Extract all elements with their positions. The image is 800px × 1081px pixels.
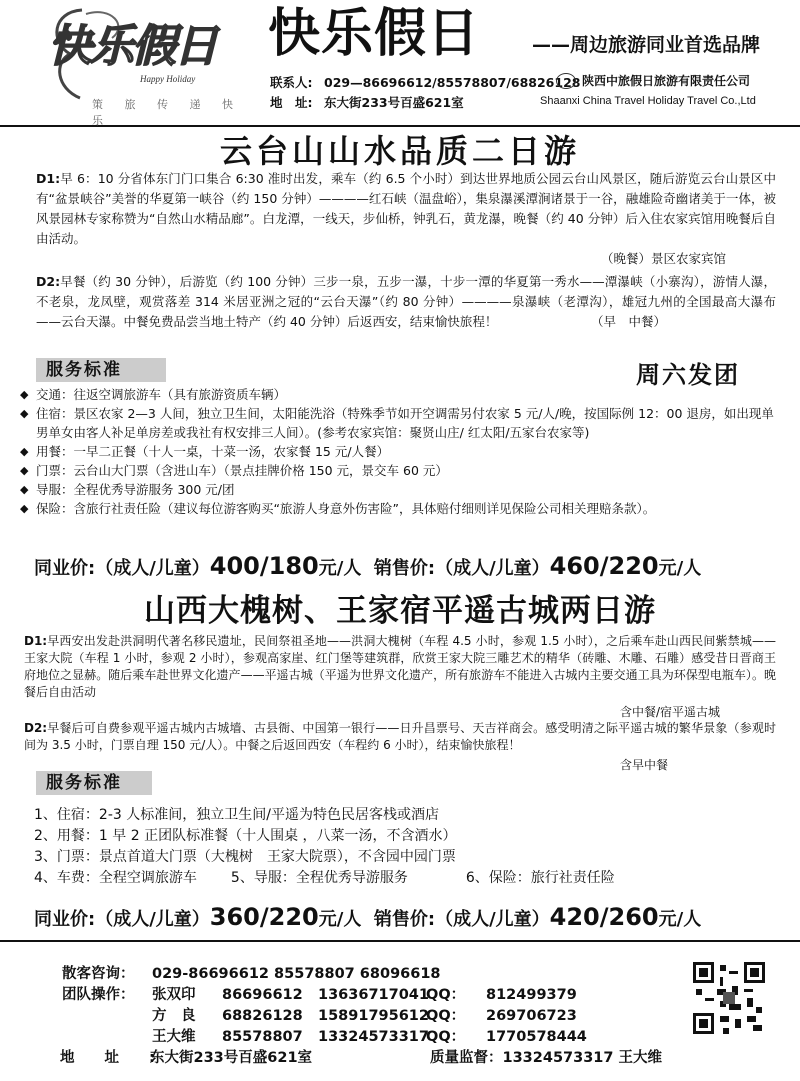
list-item: 2、用餐：1 早 2 正团队标准餐（十人围桌 ，八菜一汤，不含酒水）: [34, 828, 457, 844]
footer-contacts: [62, 964, 662, 1069]
list-item: ◆ 交通：往返空调旅游车（具有旅游资质车辆）: [20, 385, 780, 404]
operator-mobile: 15891795612: [318, 1008, 429, 1024]
list-item: ◆ 导服：全程优秀导游服务 300 元/团: [20, 480, 780, 499]
tour2-d2-text: 早餐后可自费参观平遥古城内古城墙、古县衙、中国第一银行——日升昌票号、天吉祥商会。感受明清之际平遥古城的繁华景象（参观时间为 3.5 小时，门票自理 150 元/人）。中餐之后返回西安（车程约 6 小时），结束愉快旅程！: [24, 721, 776, 752]
tour2-title: 山西大槐树、王家宿平遥古城两日游: [144, 593, 656, 629]
tour1-trade-unit: 元/人: [318, 558, 362, 579]
tour2-d2-label: D2:: [24, 721, 48, 735]
tour2-service-list: [34, 805, 794, 889]
list-item: ◆ 门票：云台山大门票（含进山车）（景点挂牌价格 150 元，景交车 60 元）: [20, 461, 780, 480]
tour2-day2: [24, 720, 776, 754]
operator-phone: 68826128: [222, 1008, 303, 1024]
tour1-d2-text: 早餐（约 30 分钟），后游览（约 100 分钟）三步一泉，五步一瀑，十步一潭的华夏第一秀水——潭瀑峡（小寨沟），游情人瀑，不老泉，龙凤壁，观赏落差 314 米居亚洲之冠的“云台天瀑”（约 80 分钟）————泉瀑峡（老潭沟），雄冠九州的全国最高大瀑布——云台天瀑。中餐免费品尝当地土特产（约 40 分钟）后返西安，结束愉快旅程！: [36, 274, 776, 329]
tour1-trade-price: 400/180: [209, 552, 319, 580]
agency-name-en: Shaanxi China Travel Holiday Travel Co.,Ltd: [540, 95, 756, 107]
qq-label: QQ：: [426, 1029, 466, 1045]
operator-phone: 85578807: [222, 1029, 303, 1045]
tour2-day1: [24, 633, 776, 701]
header: [0, 0, 800, 127]
tour1-day1: [36, 169, 776, 269]
tour1-d2-note: （早 中餐）: [590, 314, 666, 329]
footer: [0, 940, 800, 1081]
qq-label: QQ：: [426, 1008, 466, 1024]
tour1-price-line: [34, 552, 701, 580]
operator-name: 方 良: [152, 1008, 196, 1024]
operator-qq: 269706723: [486, 1008, 577, 1024]
brand-title: 快乐假日: [268, 4, 481, 64]
tour2-trade-price: 360/220: [209, 903, 319, 931]
tour2-retail-price: 420/260: [549, 903, 659, 931]
retail-label: 散客咨询：: [62, 966, 135, 982]
tour2-trade-label: 同业价:（成人/儿童）: [34, 909, 210, 930]
footer-address: 东大街233号百盛621室: [150, 1050, 313, 1066]
operator-qq: 1770578444: [486, 1029, 587, 1045]
contact-label: 联系人:: [270, 75, 313, 90]
tour1-departure: 周六发团: [636, 361, 740, 389]
footer-address-label: 地址:: [60, 1050, 185, 1066]
address-value: 东大街233号百盛621室: [324, 95, 464, 110]
agency-name-cn: 陕西中旅假日旅游有限责任公司: [582, 74, 751, 88]
quality-contact: 13324573317 王大维: [502, 1050, 663, 1066]
qq-label: QQ：: [426, 987, 466, 1003]
tour2-d1-meal: 含中餐/宿平遥古城: [620, 705, 721, 719]
tour1-retail-label: 销售价:（成人/儿童）: [373, 558, 550, 579]
agency-logo-icon: [556, 73, 576, 89]
tour2-service-row: [34, 868, 794, 889]
tour2-d2-meal: 含早中餐: [620, 758, 669, 772]
contact-block: [270, 73, 580, 113]
operator-name: 张双印: [152, 987, 196, 1003]
tour1-d1-text: 早 6：10 分省体东门门口集合 6:30 准时出发，乘车（约 6.5 个小时）到达世界地质公园云台山风景区，随后游览云台山景区中有“盆景峡谷”美誉的华夏第一峡谷（约 150 分钟）————红石峡（温盘峪），集泉瀑溪潭涧诸景于一谷，融雄险奇幽诸美于一体，被风景园林专家称赞为“自然山水精品廊”。白龙潭，一线天，步仙桥，钟乳石，黄龙瀑，晚餐（约 40 分钟）后入住农家宾馆用晚餐后自由活动。: [36, 171, 776, 246]
contact-phones: 029—86696612/85578807/68826128: [324, 75, 581, 90]
operator-mobile: 13324573317: [318, 1029, 429, 1045]
tour1-d1-label: D1:: [36, 171, 61, 186]
retail-phones: 029-86696612 85578807 68096618: [152, 966, 441, 982]
tour1-service-list: [20, 385, 780, 518]
tour1-d1-note: （晚餐）景区农家宾馆: [600, 251, 726, 266]
tour1-retail-price: 460/220: [549, 552, 659, 580]
agency-block: [540, 72, 796, 107]
quality-label: 质量监督：: [430, 1050, 503, 1066]
logo: [48, 4, 258, 127]
list-item: 4、车费：全程空调旅游车: [34, 870, 197, 886]
tour2-service-badge: 服务标准: [36, 771, 152, 795]
tour2-d1-label: D1:: [24, 634, 48, 648]
address-label: 地 址:: [270, 95, 313, 110]
operator-qq: 812499379: [486, 987, 577, 1003]
tour2-retail-label: 销售价:（成人/儿童）: [373, 909, 550, 930]
tour2-price-line: [34, 903, 701, 931]
tour1-trade-label: 同业价:（成人/儿童）: [34, 558, 210, 579]
team-label: 团队操作：: [62, 987, 135, 1003]
tour2-trade-unit: 元/人: [318, 909, 362, 930]
list-item: ◆ 住宿：景区农家 2—3 人间，独立卫生间，太阳能洗浴（特殊季节如开空调需另付农家 5 元/人/晚，按国际例 12：00 退房，如出现单男单女由客人补足单房差或我社有权安排三人间）。(参考农家宾馆：聚贤山庄/ 红太阳/五家台农家等): [20, 404, 780, 442]
logo-subtitle: Happy Holiday: [140, 74, 196, 84]
table-row: [62, 1006, 662, 1027]
logo-text: 快乐假日: [48, 21, 216, 72]
qr-code-icon: [693, 962, 765, 1034]
table-row: [62, 985, 662, 1006]
logo-slogan: 策 旅 传 递 快 乐: [92, 98, 242, 127]
operator-name: 王大维: [152, 1029, 196, 1045]
brand-tagline: ——周边旅游同业首选品牌: [532, 34, 761, 56]
list-item: ◆ 用餐：一早二正餐（十人一桌，十菜一汤，农家餐 15 元/人餐）: [20, 442, 780, 461]
operator-phone: 86696612: [222, 987, 303, 1003]
tour1-d2-label: D2:: [36, 274, 61, 289]
list-item: 6、保险：旅行社责任险: [465, 870, 615, 886]
table-row: [62, 1027, 662, 1048]
tour1-title: 云台山山水品质二日游: [219, 132, 580, 170]
tour1-day2: [36, 272, 776, 332]
tour2-d1-text: 早西安出发赴洪洞明代著名移民遗址，民间祭祖圣地——洪洞大槐树（车程 4.5 小时，参观 1.5 小时），之后乘车赴山西民间紫禁城——王家大院（车程 1 小时，参观 2 小时），参观高家崖、红门堡等建筑群，欣赏王家大院三雕艺术的精华（砖雕、木雕、石雕）感受昔日晋商王府地位之显赫。随后乘车赴世界文化遗产——平遥古城（平遥为世界文化遗产，所有旅游车不能进入古城内主要交通工具为环保型电瓶车）。晚餐后自由活动: [24, 634, 776, 699]
tour1-service-badge: 服务标准: [36, 358, 166, 382]
tour2-retail-unit: 元/人: [658, 909, 702, 930]
list-item: ◆ 保险：含旅行社责任险（建议每位游客购买“旅游人身意外伤害险”，具体赔付细则详见保险公司相关理赔条款）。: [20, 499, 780, 518]
list-item: 1、住宿：2-3 人标准间，独立卫生间/平遥为特色民居客栈或酒店: [34, 807, 439, 823]
list-item: 3、门票：景点首道大门票（大槐树 王家大院票），不含园中园门票: [34, 849, 456, 865]
list-item: 5、导服：全程优秀导游服务: [230, 870, 408, 886]
tour1-retail-unit: 元/人: [658, 558, 702, 579]
operator-mobile: 13636717041: [318, 987, 429, 1003]
